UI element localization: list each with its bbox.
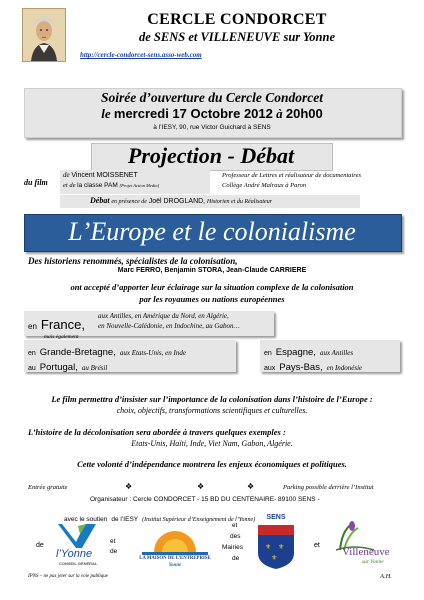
intro-line4: par les royaumes ou nations européennes [139,294,285,304]
film-et-de: et de [63,182,76,189]
france-en: en [28,322,37,331]
logo-de-3: de [232,555,240,562]
logo-des: des [230,533,241,540]
nl-details: en Indonésie [326,364,363,372]
logo-et-1: et [110,538,116,545]
yonne-name: l’Yonne [56,548,93,560]
body-p2a: L’histoire de la décolonisation sera abordée à travers quelques exemples : [28,427,286,437]
soiree-time: 20h00 [285,106,323,121]
intro-line1: Des historiens renommés, spécialistes de la colonisation, [28,256,238,266]
logo-et-2: et [232,522,238,529]
pt-country: Portugal, [39,362,78,373]
logo-de-1: de [36,542,44,549]
logo-de-2: de [110,548,118,555]
gb-country: Grande-Bretagne, [39,347,116,358]
soutien-a: avec le soutien [64,516,108,523]
body-p1a: Le film permettra d’insister sur l’importance de la colonisation dans l’histoire de l’Europe : [51,394,373,404]
soiree-title: Soirée d’ouverture du Cercle Condorcet [101,90,323,105]
debat-presence: en présence de [111,199,147,205]
mais-egalement: mais également [44,334,79,340]
es-en: en [264,350,272,357]
nl-country: Pays-Bas, [279,362,323,373]
debat-line [90,196,272,205]
maison-name: LA MAISON DE L’ENTREPRISE [139,556,211,561]
logo-et-3: et [314,542,320,549]
gb-details: aux Etats-Unis, en Inde [119,349,186,357]
soiree-date-line [24,106,400,122]
svg-text:⚜: ⚜ [265,543,272,551]
projection-title: Projection - Débat [127,143,295,168]
soiree-date: mercredi 17 Octobre 2012 [113,106,273,121]
sens-name: SENS [266,514,286,521]
portrait-icon [23,9,65,61]
header-subtitle: de SENS et VILLENEUVE sur Yonne [139,30,335,44]
film-de: de [63,171,70,179]
france-details1: aux Antilles, en Amérique du Nord, en Algérie, [98,312,229,320]
intro-line3: ont accepté d’apporter leur éclairage sur la situation complexe de la colonisation [70,282,354,292]
film-line2 [63,182,159,189]
author-initials: A.H. [380,573,392,580]
sens-logo [254,514,298,568]
entree-gratuite: Entrée gratuite [28,484,68,491]
film-classe: la classe PAM [77,182,118,189]
logo-mairies: Mairies [222,544,243,551]
intro-names: Marc FERRO, Benjamin STORA, Jean-Claude CARRIERE [117,267,307,274]
soiree-place: à l’IESY, 90, rue Victor Guichard à SENS [153,124,271,131]
film-line1 [63,171,138,179]
debat-guest: Joël DROGLAND, [148,198,206,205]
es-country: Espagne, [275,347,316,358]
gb-en: en [28,350,36,357]
ipns-note: IPNS – ne pas jeter sur la voie publique [28,574,108,579]
banner-title: L’Europe et le colonialisme [68,217,356,246]
body-p3: Cette volonté d’indépendance montrera les enjeux économiques et politiques. [77,459,347,469]
soutien-b: de l’IESY [111,516,139,523]
portrait [22,8,66,62]
debat-guest-role: Historien et du Réalisateur [206,199,273,205]
villeneuve-logo [334,520,402,570]
website-link[interactable]: http://cercle-condorcet-sens.asso-web.com [80,51,202,59]
villeneuve-sub: sur Yonne [362,559,384,565]
yonne-logo [56,520,104,568]
es-details: aux Antilles [319,349,354,357]
du-film-label: du film [24,178,48,187]
film-projet: [Projet Action Media] [119,183,160,188]
diamond-icon: ❖ [125,482,133,491]
yonne-icon [56,520,104,550]
france-line [28,316,85,334]
film-desc2: Collège André Malraux à Paron [222,182,307,189]
villeneuve-name: Villeneuve [342,546,390,558]
header-title: CERCLE CONDORCET [147,11,327,28]
pt-details: au Brésil [81,364,108,372]
film-author: Vincent MOISSENET [71,172,138,179]
body-p2b: Etats-Unis, Haïti, Inde, Viet Nam, Gabon, Algérie. [131,439,293,448]
organisateur: Organisateur : Cercle CONDORCET - 15 BD DU CENTENAIRE- 89100 SENS - [90,496,320,503]
yonne-sub: CONSEIL GÉNÉRAL [59,561,98,566]
maison-entreprise-logo [132,522,218,570]
diamond-icon: ❖ [247,482,255,491]
maison-sub: Yonne [168,563,182,568]
sun-icon [132,522,218,556]
svg-text:⚜: ⚜ [271,554,278,562]
france-details2: en Nouvelle-Calédonie, en Indochine, au Gabon… [98,322,240,330]
body-p1b: choix, objectifs, transformations scientifiques et culturelles. [116,406,308,415]
coat-of-arms-icon [254,523,298,569]
france-country: France, [40,317,85,332]
soutien-c: (Institut Supérieur d’Enseignement de l’Yonne) [142,517,256,523]
soiree-le: le [101,106,111,121]
debat-label: Débat [90,196,110,205]
diamond-icon: ❖ [197,482,205,491]
nl-aux: aux [264,365,276,372]
pt-au: au [28,365,36,372]
svg-text:⚜: ⚜ [278,543,285,551]
nl-line [264,357,362,375]
film-desc1: Professeur de Lettres et réalisateur de documentaires [222,172,362,179]
pt-line [28,357,107,375]
parking-info: Parking possible derrière l’Institut [283,484,374,491]
soiree-a: à [276,106,283,121]
